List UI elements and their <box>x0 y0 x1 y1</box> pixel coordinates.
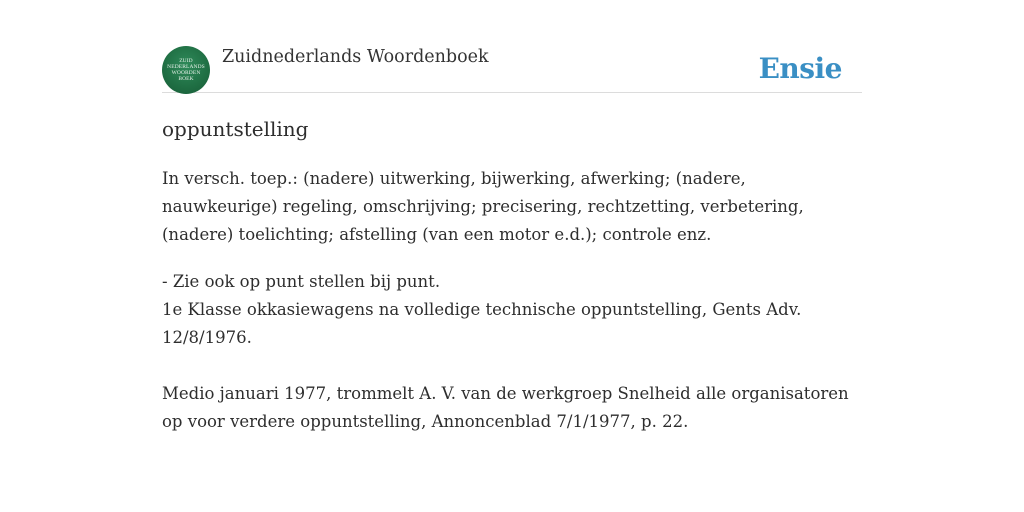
logo-text-line: BOEK <box>178 76 194 82</box>
example-line: Medio januari 1977, trommelt A. V. van de werkgroep Snelheid alle organisatoren <box>162 384 849 403</box>
definition-line: In versch. toep.: (nadere) uitwerking, bijwerking, afwerking; (nadere, <box>162 169 746 188</box>
example-line: 1e Klasse okkasiewagens na volledige technische oppuntstelling, Gents Adv. <box>162 300 802 319</box>
example-spacer <box>162 352 862 380</box>
definition <box>162 165 862 249</box>
ensie-brand-logo[interactable]: Ensie <box>758 52 842 85</box>
examples <box>162 268 862 436</box>
entry-title: oppuntstelling <box>162 117 309 141</box>
logo-text-line: NEDERLANDS <box>167 64 205 70</box>
header <box>162 46 862 93</box>
logo-text-line: WOORDEN <box>171 70 201 76</box>
example-line: op voor verdere oppuntstelling, Annoncenblad 7/1/1977, p. 22. <box>162 412 689 431</box>
definition-line: (nadere) toelichting; afstelling (van een motor e.d.); controle enz. <box>162 225 712 244</box>
logo-text-line: ZUID <box>179 58 193 64</box>
zuidnederlands-logo[interactable] <box>162 46 210 94</box>
example-line: 12/8/1976. <box>162 328 252 347</box>
entry-card <box>162 46 862 436</box>
see-also-text: - Zie ook op punt stellen bij punt. <box>162 272 441 291</box>
dictionary-name-link[interactable]: Zuidnederlands Woordenboek <box>222 47 489 67</box>
definition-line: nauwkeurige) regeling, omschrijving; precisering, rechtzetting, verbetering, <box>162 197 804 216</box>
